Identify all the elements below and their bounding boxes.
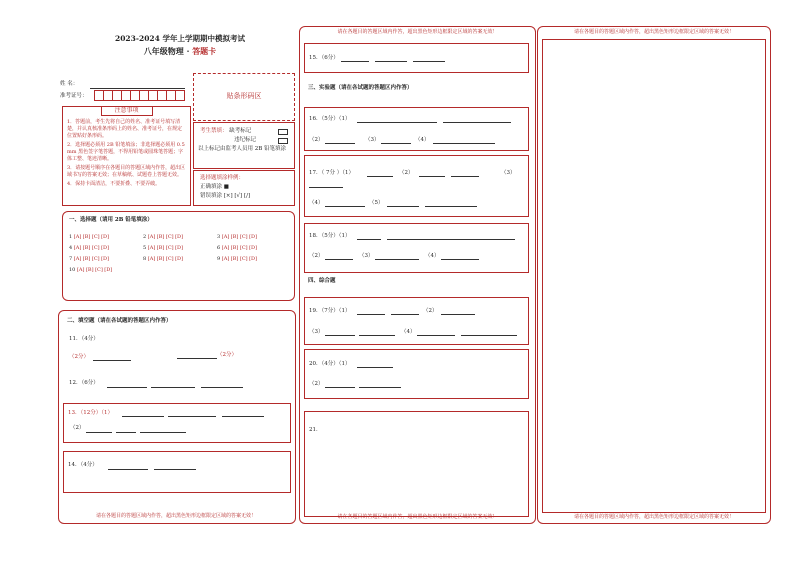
q16-answer-box	[304, 107, 529, 151]
fill-wrong: 错误填涂 [×] [√] [/]	[200, 193, 251, 199]
q19-answer-6[interactable]	[417, 335, 455, 336]
name-label: 姓 名：	[60, 81, 79, 87]
q19-part-3: （3）	[309, 329, 324, 335]
q15-answer-3[interactable]	[413, 61, 445, 62]
q19-answer-3[interactable]	[441, 314, 475, 315]
notice-title: 注意事项	[101, 107, 153, 116]
q19-answer-7[interactable]	[461, 335, 517, 336]
q12-answer-2[interactable]	[151, 387, 195, 388]
violation-checkbox[interactable]	[278, 138, 288, 144]
section-4-title: 四、综合题	[308, 278, 336, 284]
q12-answer-1[interactable]	[107, 387, 147, 388]
q20-answer-1[interactable]	[357, 367, 393, 368]
q13-answer-3[interactable]	[222, 416, 264, 417]
q18-answer-2[interactable]	[387, 239, 515, 240]
q17-answer-7[interactable]	[425, 206, 477, 207]
q14-label: 14．（4分）	[68, 462, 98, 468]
col-3-answer-box[interactable]	[542, 39, 766, 513]
notice-box	[62, 106, 191, 206]
q13-answer-6[interactable]	[140, 432, 186, 433]
choice-q6[interactable]: 6 [A] [B] [C] [D]	[217, 245, 258, 251]
q20-part-2: （2）	[309, 381, 324, 387]
name-field[interactable]	[90, 88, 185, 89]
q13-answer-4[interactable]	[86, 432, 112, 433]
q13-answer-box	[63, 403, 291, 443]
q17-answer-box	[304, 155, 529, 217]
q16-answer-5[interactable]	[433, 143, 495, 144]
q18-answer-5[interactable]	[441, 259, 479, 260]
id-boxes[interactable]	[94, 90, 185, 101]
warning-col-3-bottom: 请在各题目的答题区域内作答，超出黑色矩形边框限定区域的答案无效！	[573, 514, 734, 520]
q11-answer-b[interactable]	[177, 358, 217, 359]
choice-q7[interactable]: 7 [A] [B] [C] [D]	[69, 256, 110, 262]
choice-q3[interactable]: 3 [A] [B] [C] [D]	[217, 234, 258, 240]
subtitle-dot: ·	[186, 46, 190, 56]
warning-col-3-top: 请在各题目的答题区域内作答，超出黑色矩形边框限定区域的答案无效！	[573, 29, 734, 35]
choice-q4[interactable]: 4 [A] [B] [C] [D]	[69, 245, 110, 251]
q17-answer-5[interactable]	[325, 206, 365, 207]
subject-label: 八年级物理	[143, 46, 184, 56]
q19-answer-box	[304, 297, 529, 345]
warning-col-2-top: 请在各题目的答题区域内作答，超出黑色矩形边框限定区域的答案无效！	[337, 29, 498, 35]
notice-item-3: 3．请按题号顺序在各题目的答题区域内作答，超出区域书写的答案无效；在草稿纸、试题卷上答题无效。	[67, 165, 186, 178]
warning-col-1: 请在各题目的答题区域内作答，超出黑色矩形边框限定区域的答案无效！	[95, 513, 256, 519]
q18-answer-box	[304, 223, 529, 273]
absent-label: 缺考标记	[229, 128, 252, 134]
barcode-label: 贴条形码区	[226, 92, 262, 100]
choice-q10[interactable]: 10 [A] [B] [C] [D]	[69, 267, 113, 273]
warning-col-2-bottom: 请在各题目的答题区域内作答，超出黑色矩形边框限定区域的答案无效！	[337, 514, 498, 520]
q16-part-3: （3）	[365, 137, 380, 143]
notice-item-2: 2．选择题必须用 2B 铅笔填涂；非选择题必须用 0.5 mm 黑色签字笔答题，不得用铅笔或圆珠笔答题；字体工整、笔迹清晰。	[67, 142, 185, 162]
q14-answer-box	[63, 451, 291, 493]
q13-answer-2[interactable]	[168, 416, 216, 417]
choice-q8[interactable]: 8 [A] [B] [C] [D]	[143, 256, 184, 262]
q16-answer-2[interactable]	[443, 122, 511, 123]
q13-label: 13．（12分）（1）	[68, 410, 113, 416]
card-subtitle	[90, 46, 270, 57]
fill-sample-box	[193, 170, 295, 206]
q20-answer-box	[304, 349, 529, 399]
q11-part-a-score: （2分）	[69, 354, 89, 360]
choice-q9[interactable]: 9 [A] [B] [C] [D]	[217, 256, 258, 262]
column-3	[537, 26, 771, 524]
column-2	[299, 26, 536, 524]
q17-part-3: （3）	[501, 170, 516, 176]
id-label: 准考证号：	[60, 93, 88, 99]
q17-answer-2[interactable]	[419, 176, 445, 177]
q12-label: 12．（6分）	[69, 380, 99, 386]
q15-answer-box	[304, 43, 529, 73]
q12-answer-3[interactable]	[201, 387, 243, 388]
q19-answer-5[interactable]	[359, 335, 395, 336]
q16-part-2: （2）	[309, 137, 324, 143]
choice-q1[interactable]: 1 [A] [B] [C] [D]	[69, 234, 110, 240]
q20-answer-2[interactable]	[325, 387, 355, 388]
q18-label: 18．（5分）（1）	[309, 233, 351, 239]
q19-answer-1[interactable]	[357, 314, 385, 315]
q16-part-4: （4）	[415, 137, 430, 143]
notice-item-4: 4．保持卡面清洁，不要折叠、不要弄破。	[67, 181, 161, 187]
choice-q2[interactable]: 2 [A] [B] [C] [D]	[143, 234, 184, 240]
q18-part-3: （3）	[359, 253, 374, 259]
fill-correct: 正确填涂 ■	[200, 184, 229, 190]
q15-answer-2[interactable]	[375, 61, 407, 62]
absent-checkbox[interactable]	[278, 129, 288, 135]
q14-answer-1[interactable]	[108, 469, 148, 470]
q17-answer-6[interactable]	[387, 206, 419, 207]
q20-label: 20．（4分）（1）	[309, 361, 351, 367]
violation-label: 违纪标记	[234, 137, 257, 143]
section-2-box	[58, 310, 296, 524]
q13-answer-1[interactable]	[122, 416, 164, 417]
q17-part-5: （5）	[369, 200, 384, 206]
q17-label: 17．（ 7分 ）（1）	[309, 170, 354, 176]
q19-answer-2[interactable]	[391, 314, 419, 315]
section-2-title: 二、填空题（请在各试题的答题区内作答）	[67, 318, 172, 324]
q19-part-4: （4）	[401, 329, 416, 335]
status-note: 以上标记由监考人员用 2B 铅笔填涂	[198, 146, 287, 152]
q11-part-b-score: （2分）	[217, 352, 237, 358]
q21-answer-box[interactable]	[304, 411, 529, 517]
q17-answer-3[interactable]	[451, 176, 479, 177]
section-1-box	[62, 211, 295, 301]
q15-label: 15．（6分）	[309, 55, 339, 61]
q11-label: 11．（4分）	[69, 336, 99, 342]
barcode-area	[193, 73, 295, 121]
q16-answer-4[interactable]	[381, 143, 411, 144]
q15-answer-1[interactable]	[341, 61, 369, 62]
q17-part-4: （4）	[309, 200, 324, 206]
exam-status-box	[193, 122, 295, 169]
q13-part-2: （2）	[70, 425, 85, 431]
q18-answer-3[interactable]	[325, 259, 353, 260]
q18-answer-1[interactable]	[357, 239, 381, 240]
choice-grid	[69, 234, 291, 278]
q19-part-2: （2）	[423, 308, 438, 314]
q11-answer-a[interactable]	[93, 360, 131, 361]
q19-label: 19．（7分）（1）	[309, 308, 351, 314]
notice-item-1: 1．答题前，考生先将自己的姓名、准考证号填写清楚，并认真核准条形码上的姓名、准考证号，在规定位置贴好条形码。	[67, 119, 183, 139]
status-label: 考生禁填：	[200, 128, 228, 134]
choice-q5[interactable]: 5 [A] [B] [C] [D]	[143, 245, 184, 251]
q18-answer-4[interactable]	[375, 259, 419, 260]
q17-answer-4[interactable]	[309, 187, 343, 188]
q18-part-2: （2）	[309, 253, 324, 259]
section-1-title: 一、选择题（请用 2B 铅笔填涂）	[69, 217, 153, 223]
q18-part-4: （4）	[425, 253, 440, 259]
q17-answer-1[interactable]	[367, 176, 393, 177]
q20-answer-3[interactable]	[359, 387, 401, 388]
q17-part-2: （2）	[399, 170, 414, 176]
answer-card-label: 答题卡	[192, 46, 217, 56]
q16-label: 16．（5分）（1）	[309, 116, 351, 122]
q16-answer-3[interactable]	[325, 143, 355, 144]
q13-answer-5[interactable]	[116, 432, 136, 433]
q21-label: 21．	[309, 427, 322, 433]
q16-answer-1[interactable]	[357, 122, 437, 123]
section-3-title: 三、实验题（请在各试题的答题区内作答）	[308, 85, 413, 91]
fill-sample-title: 选择题填涂样例：	[200, 175, 245, 181]
q14-answer-2[interactable]	[154, 469, 196, 470]
q19-answer-4[interactable]	[325, 335, 355, 336]
exam-title: 2023-2024 学年上学期期中模拟考试	[115, 34, 245, 43]
